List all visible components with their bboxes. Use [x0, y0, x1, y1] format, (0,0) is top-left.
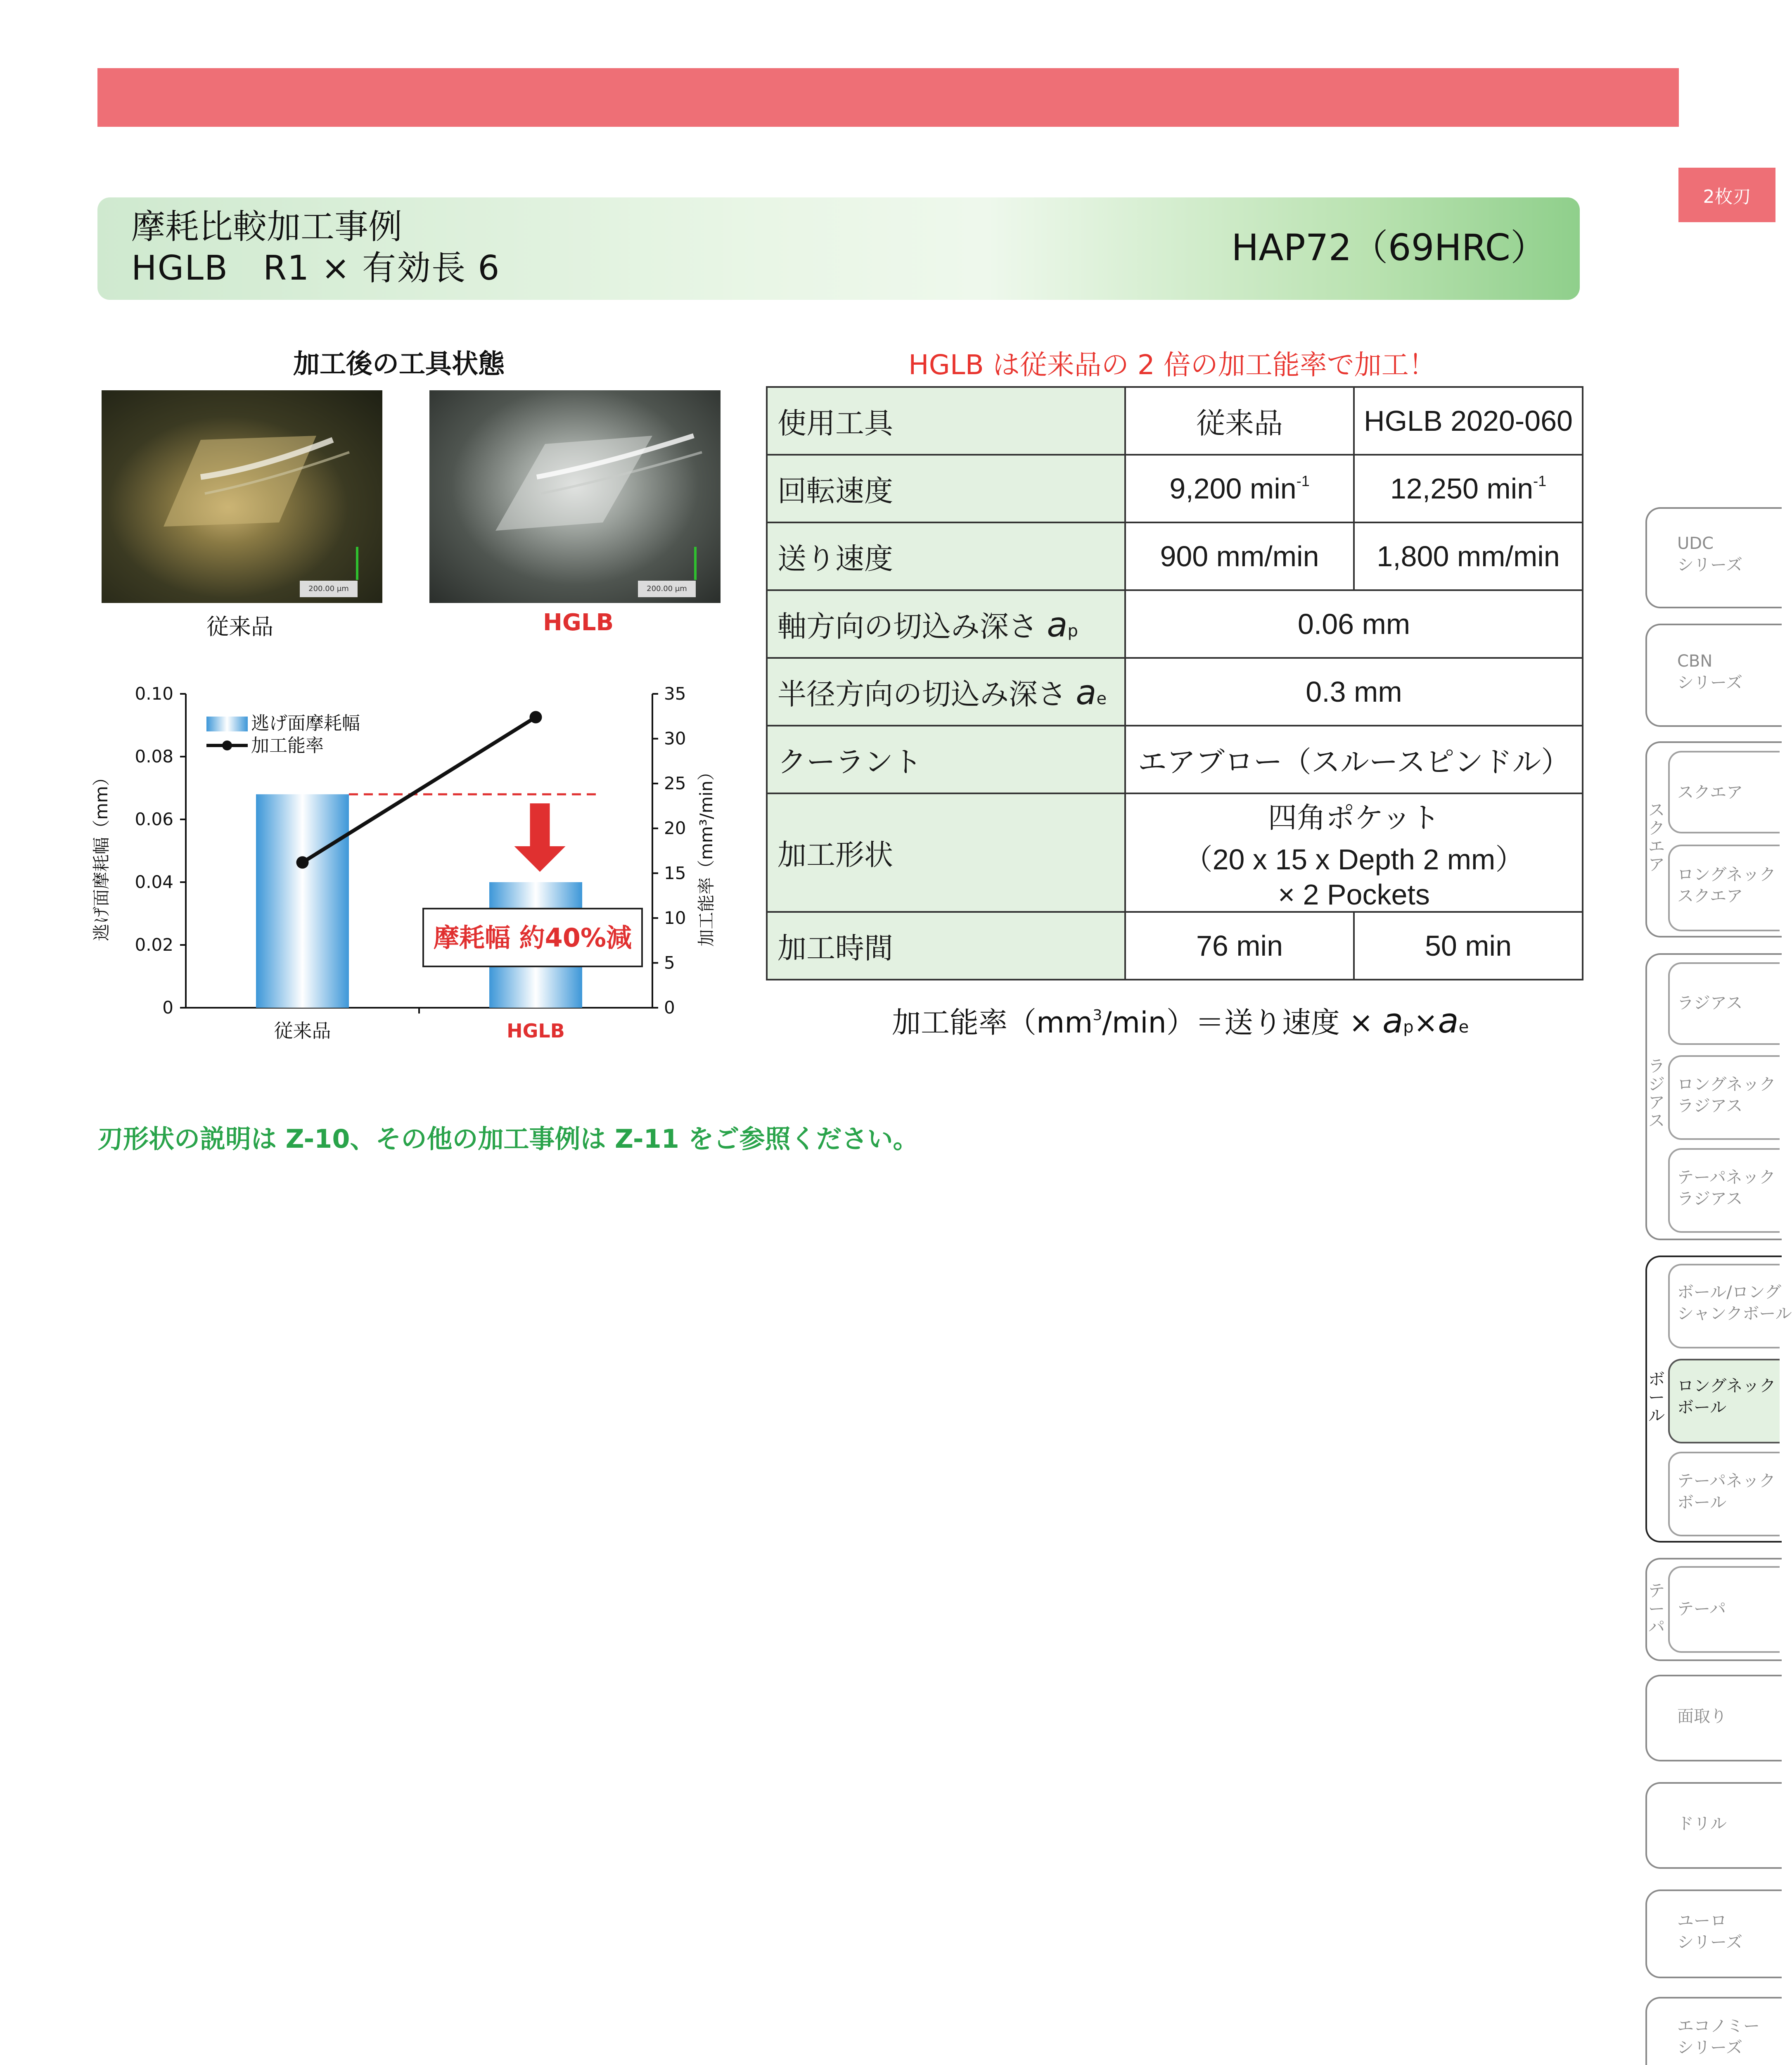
conventional-tool-illustration [102, 390, 382, 603]
table-row [767, 455, 1583, 522]
cutting-conditions-table [766, 386, 1583, 980]
chart-y2-tick-label: 10 [664, 907, 686, 928]
chart-efficiency-line [296, 711, 542, 869]
chart-y-tick-label: 0.06 [135, 809, 173, 829]
chart-bar [256, 794, 349, 1008]
row-label: 加工形状 [767, 793, 1125, 912]
chart-line-path [303, 717, 536, 862]
chart-line-point [296, 856, 309, 869]
table-row [767, 726, 1583, 793]
nav-tab-drill-label: ドリル [1677, 1814, 1727, 1833]
formula-e: e [1458, 1018, 1469, 1037]
cell-conventional: 900 mm/min [1125, 522, 1354, 590]
work-material: HAP72（69HRC） [1231, 226, 1547, 269]
photo-hglb-label: HGLB [543, 609, 614, 636]
scale-mark [694, 547, 697, 580]
symbol-a: a [1047, 605, 1068, 645]
label-text: 半径方向の切込み深さ [777, 677, 1067, 711]
symbol-subscript: e [1096, 689, 1107, 708]
row-label [767, 658, 1125, 726]
chart-line-point [530, 711, 542, 723]
cell-hglb: 1,800 mm/min [1354, 522, 1583, 590]
cell-conventional [1125, 455, 1354, 522]
chart-y-tick-label: 0.02 [135, 935, 173, 955]
cell-shared [1125, 793, 1583, 912]
table-heading: HGLB は従来品の 2 倍の加工能率で加工！ [908, 349, 1436, 381]
chart-arrow-head [514, 846, 566, 872]
scale-bar: 200.00 μm [300, 581, 358, 597]
formula-middle: /min）＝送り速度 × [1102, 1006, 1383, 1040]
chart-y2-tick-label: 0 [664, 997, 675, 1018]
chart-y2-tick-label: 35 [664, 684, 686, 704]
symbol-a: a [1076, 673, 1097, 712]
table-row [767, 793, 1583, 912]
chart-category-label: 従来品 [274, 1020, 331, 1042]
nav-tab-cbn-label: CBN シリーズ [1677, 652, 1742, 692]
chart-y-tick-label: 0.10 [135, 684, 173, 704]
cell-value: 12,250 min [1390, 472, 1534, 505]
legend-bar-label: 逃げ面摩耗幅 [251, 713, 360, 734]
nav-tab-economy-label: エコノミー シリーズ [1677, 2017, 1760, 2057]
chart-y2-tick-label: 5 [664, 952, 675, 973]
table-row [767, 387, 1583, 455]
chart-y2-tick-label: 30 [664, 728, 686, 749]
nav-tab-chamfer-label: 面取り [1677, 1707, 1727, 1726]
photo-conventional-tool [102, 390, 382, 603]
chart-legend [206, 713, 360, 756]
cell-conventional: 76 min [1125, 912, 1354, 980]
nav-tab-taper-neck-ball-label: テーパネック ボール [1677, 1472, 1775, 1512]
cell-shared: エアブロー（スルースピンドル） [1125, 726, 1583, 793]
chart-y-tick-label: 0 [162, 997, 173, 1018]
chart-y2-tick-label: 20 [664, 818, 686, 838]
unit-superscript: -1 [1533, 472, 1547, 489]
cell-hglb: HGLB 2020-060 [1354, 387, 1583, 455]
nav-tab-ball-long-shank-label: ボール/ロング シャンクボール [1677, 1283, 1792, 1323]
chart-ylabel: 逃げ面摩耗幅（mm） [91, 769, 111, 941]
row-label: 使用工具 [767, 387, 1125, 455]
page-title: 摩耗比較加工事例 [131, 207, 403, 247]
unit-superscript: -1 [1296, 472, 1310, 489]
formula-times: × [1413, 1006, 1438, 1040]
cell-line: × 2 Pockets [1278, 878, 1430, 911]
row-label: 回転速度 [767, 455, 1125, 522]
chart-category-label: HGLB [507, 1020, 565, 1042]
chart-y2-tick-label: 25 [664, 773, 686, 794]
formula-p: p [1403, 1018, 1414, 1037]
cell-line: （20 x 15 x Depth 2 mm） [1183, 843, 1524, 876]
nav-tab-square-label: スクエア [1677, 783, 1743, 802]
legend-bar-swatch [206, 717, 248, 731]
symbol-subscript: p [1067, 621, 1078, 641]
chart-y-tick-label: 0.08 [135, 746, 173, 767]
nav-group-square-label: スクエア [1648, 801, 1665, 874]
nav-tab-euro-label: ユーロ シリーズ [1677, 1911, 1742, 1952]
side-tab-2-flute[interactable]: 2枚刃 [1678, 168, 1775, 222]
cell-shared: 0.06 mm [1125, 590, 1583, 658]
formula-a: a [1382, 1002, 1403, 1041]
table-row [767, 522, 1583, 590]
cell-conventional: 従来品 [1125, 387, 1354, 455]
footnote: 刃形状の説明は Z-10、その他の加工事例は Z-11 をご参照ください。 [97, 1124, 919, 1154]
formula-prefix: 加工能率（mm [892, 1006, 1093, 1040]
page-subtitle: HGLB R1 × 有効長 6 [131, 249, 500, 288]
table-row [767, 590, 1583, 658]
chart-annotation [423, 909, 642, 966]
photo-heading: 加工後の工具状態 [293, 349, 505, 380]
row-label [767, 590, 1125, 658]
nav-group-ball-label: ボール [1648, 1370, 1665, 1425]
row-label: 送り速度 [767, 522, 1125, 590]
chart-y2label: 加工能率（mm³/min） [696, 763, 716, 947]
cell-line: 四角ポケット [1268, 801, 1440, 834]
scale-mark [356, 547, 358, 580]
scale-bar: 200.00 μm [638, 581, 696, 597]
wear-chart [83, 669, 743, 1061]
nav-tab-taper-label: テーパ [1677, 1600, 1726, 1619]
nav-group-taper-label: テーパ [1648, 1581, 1665, 1637]
photo-hglb-tool [429, 390, 721, 603]
chart-arrow-shaft [530, 803, 550, 847]
efficiency-formula [892, 999, 1469, 1041]
nav-tab-long-neck-square-label: ロングネック スクエア [1677, 865, 1776, 906]
hglb-tool-illustration [429, 390, 721, 603]
nav-tab-radius-label: ラジアス [1677, 994, 1743, 1013]
label-text: 軸方向の切込み深さ [777, 609, 1038, 643]
chart-y-tick-label: 0.04 [135, 872, 173, 892]
cell-hglb: 50 min [1354, 912, 1583, 980]
table-row [767, 658, 1583, 726]
nav-tab-udc-label: UDC シリーズ [1677, 534, 1742, 574]
nav-group-radius-label: ラジアス [1648, 1057, 1665, 1130]
chart-axes [135, 684, 686, 1018]
top-color-band [97, 68, 1679, 127]
cell-hglb [1354, 455, 1583, 522]
annotation-text: 摩耗幅 約40%減 [434, 923, 632, 953]
chart-y2-tick-label: 15 [664, 863, 686, 883]
cell-value: 9,200 min [1169, 472, 1297, 505]
photo-conventional-label: 従来品 [206, 614, 273, 640]
legend-line-marker [222, 741, 232, 750]
cell-shared: 0.3 mm [1125, 658, 1583, 726]
table-row [767, 912, 1583, 980]
row-label: 加工時間 [767, 912, 1125, 980]
nav-tab-taper-neck-radius-label: テーパネック ラジアス [1677, 1168, 1775, 1208]
formula-sup: 3 [1093, 1007, 1102, 1024]
nav-tab-long-neck-radius-label: ロングネック ラジアス [1677, 1075, 1776, 1116]
nav-tab-long-neck-ball-label: ロングネック ボール [1677, 1377, 1776, 1417]
formula-a: a [1438, 1002, 1459, 1041]
row-label: クーラント [767, 726, 1125, 793]
legend-line-label: 加工能率 [251, 735, 324, 756]
